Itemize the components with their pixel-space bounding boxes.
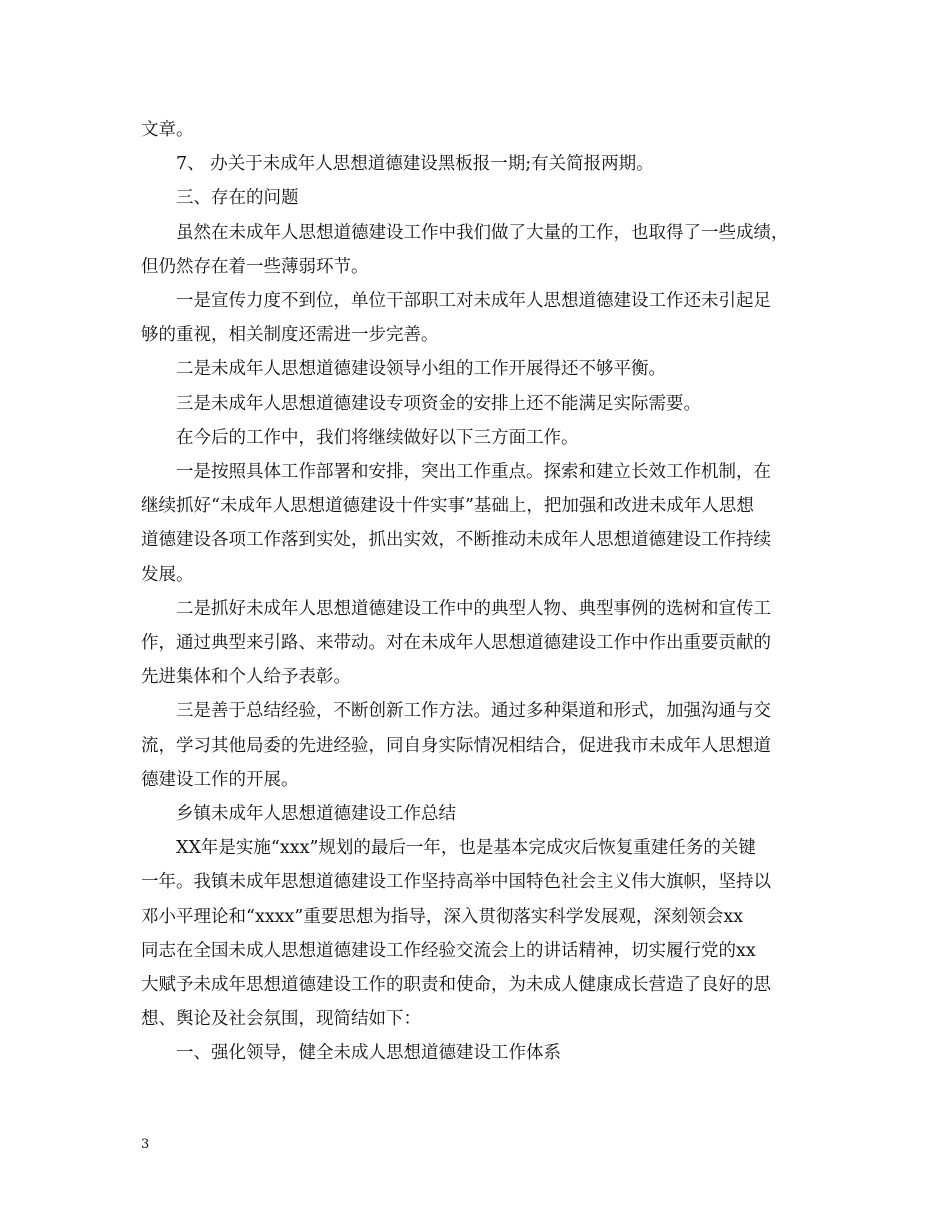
page-number: 3: [141, 1137, 150, 1152]
paragraph: [141, 934, 813, 968]
paragraph: [141, 660, 813, 694]
text-line: 一年。我镇未成年思想道德建设工作坚持高举中国特色社会主义伟大旗帜，坚持以: [141, 872, 771, 893]
text-line: 文章。: [141, 120, 194, 140]
text-line: 大赋予未成年思想道德建设工作的职责和使命，为未成人健康成长营造了良好的思: [141, 975, 771, 996]
text-line: 7、 办关于未成年人思想道德建设黑板报一期;有关简报两期。: [176, 154, 654, 175]
text-line: 但仍然存在着一些薄弱环节。: [141, 256, 369, 277]
paragraph: [141, 455, 813, 489]
paragraph: [141, 1036, 813, 1070]
document-body: [141, 113, 813, 1071]
text-line: XX年是实施“xxx”规划的最后一年，也是基本完成灾后恢复重建任务的关键: [176, 838, 756, 859]
text-line: 想、舆论及社会氛围，现简结如下：: [141, 1009, 421, 1030]
paragraph: [141, 626, 813, 660]
text-line: 邓小平理论和“xxxx”重要思想为指导，深入贯彻落实科学发展观，深刻领会xx: [141, 906, 744, 927]
paragraph: [141, 181, 813, 215]
paragraph: [141, 318, 813, 352]
paragraph: [141, 1002, 813, 1036]
text-line: 够的重视，相关制度还需进一步完善。: [141, 325, 439, 346]
paragraph: [141, 797, 813, 831]
paragraph: [141, 592, 813, 626]
text-line: 道德建设各项工作落到实处，抓出实效，不断推动未成年人思想道德建设工作持续: [141, 530, 771, 551]
paragraph: [141, 968, 813, 1002]
paragraph: [141, 523, 813, 557]
paragraph: [141, 900, 813, 934]
paragraph: [141, 147, 813, 181]
paragraph: [141, 694, 813, 728]
text-line: 同志在全国未成人思想道德建设工作经验交流会上的讲话精神，切实履行党的xx: [141, 940, 756, 961]
text-line: 虽然在未成年人思想道德建设工作中我们做了大量的工作，也取得了一些成绩，: [176, 222, 789, 243]
paragraph: [141, 763, 813, 797]
paragraph: [141, 729, 813, 763]
text-line: 发展。: [141, 564, 194, 585]
text-line: 一是按照具体工作部署和安排，突出工作重点。探索和建立长效工作机制，在: [176, 462, 771, 483]
paragraph: [141, 558, 813, 592]
text-line: 一、强化领导，健全未成人思想道德建设工作体系: [176, 1043, 561, 1064]
text-line: 作，通过典型来引路、来带动。对在未成年人思想道德建设工作中作出重要贡献的: [141, 633, 771, 654]
paragraph: [141, 865, 813, 899]
text-line: 继续抓好“未成年人思想道德建设十件实事”基础上，把加强和改进未成年人思想: [141, 496, 754, 517]
text-line: 先进集体和个人给予表彰。: [141, 667, 351, 688]
text-line: 二是未成年人思想道德建设领导小组的工作开展得还不够平衡。: [176, 359, 666, 380]
text-line: 流，学习其他局委的先进经验，同自身实际情况相结合，促进我市未成年人思想道: [141, 735, 771, 756]
paragraph: [141, 352, 813, 386]
paragraph: [141, 284, 813, 318]
text-line: 三是善于总结经验，不断创新工作方法。通过多种渠道和形式，加强沟通与交: [176, 701, 771, 722]
text-line: 德建设工作的开展。: [141, 769, 299, 790]
paragraph: [141, 387, 813, 421]
paragraph: [141, 250, 813, 284]
text-line: 在今后的工作中，我们将继续做好以下三方面工作。: [176, 427, 579, 448]
paragraph: [141, 113, 813, 147]
paragraph: [141, 216, 813, 250]
text-line: 乡镇未成年人思想道德建设工作总结: [176, 804, 456, 825]
paragraph: [141, 489, 813, 523]
paragraph: [141, 831, 813, 865]
text-line: 三、存在的问题: [176, 188, 299, 209]
text-line: 一是宣传力度不到位，单位干部职工对未成年人思想道德建设工作还未引起足: [176, 291, 771, 312]
text-line: 二是抓好未成年人思想道德建设工作中的典型人物、典型事例的选树和宣传工: [176, 598, 771, 619]
text-line: 三是未成年人思想道德建设专项资金的安排上还不能满足实际需要。: [176, 393, 701, 414]
paragraph: [141, 421, 813, 455]
